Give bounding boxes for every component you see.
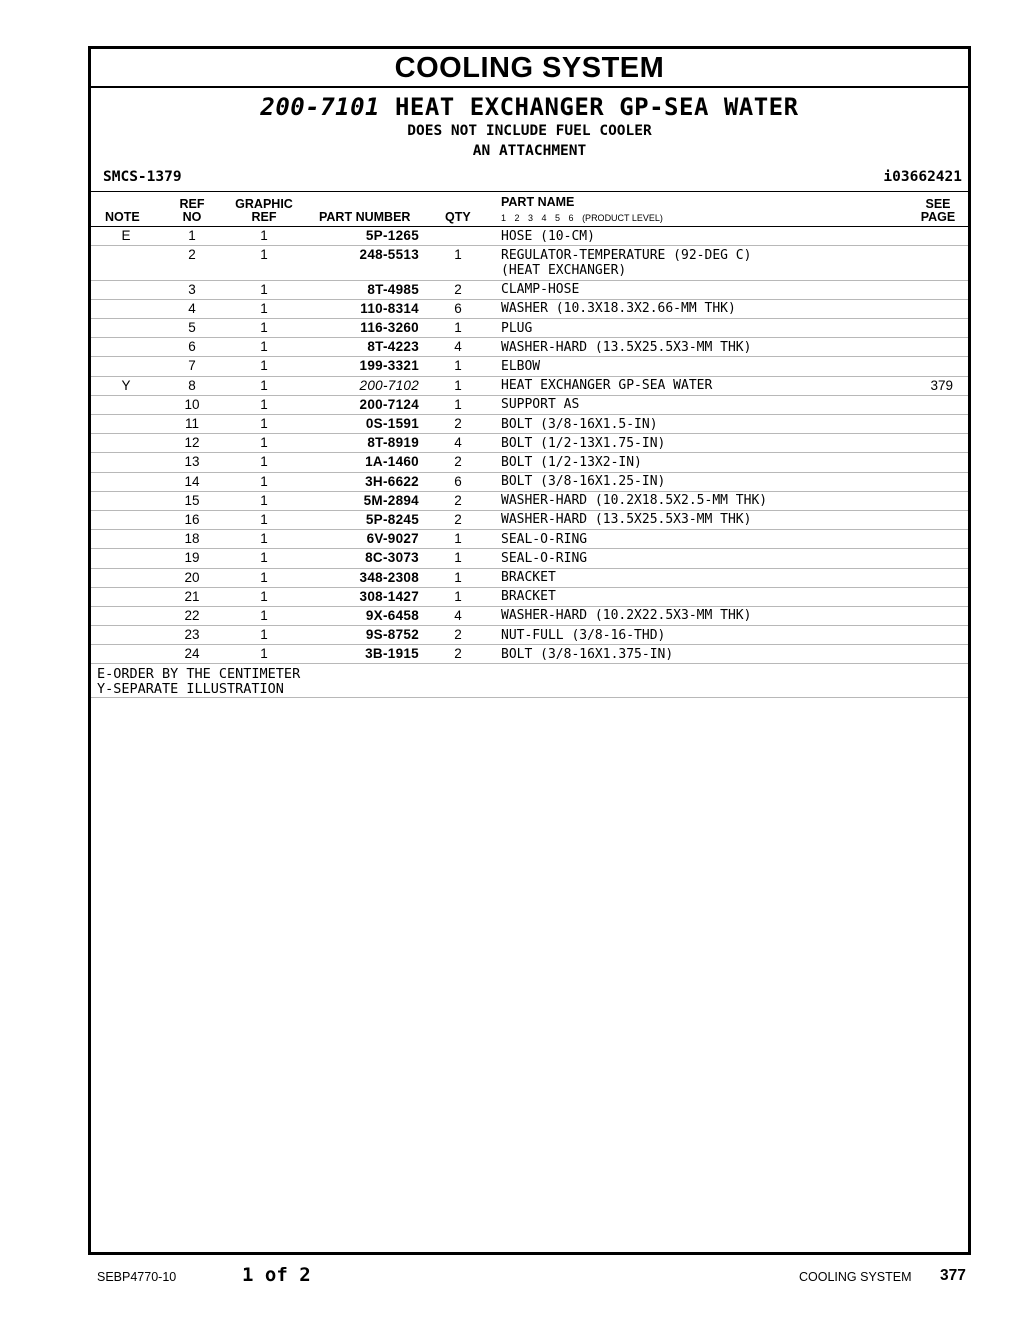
col-header-part-name: PART NAME <box>501 195 575 209</box>
group-title <box>91 93 968 121</box>
row-part-number: 5P-8245 <box>365 511 419 527</box>
footer-page-number: 377 <box>940 1267 966 1284</box>
row-part-name: WASHER-HARD (10.2X18.5X2.5-MM THK) <box>501 493 768 509</box>
row-part-number: 8T-4223 <box>367 339 419 355</box>
row-part-name: CLAMP-HOSE <box>501 282 580 298</box>
table-row <box>91 473 968 492</box>
footer-doc-number: SEBP4770-10 <box>97 1270 177 1284</box>
row-qty: 6 <box>454 300 462 316</box>
row-ref-no: 20 <box>184 569 200 585</box>
table-row <box>91 415 968 434</box>
row-part-number: 8T-8919 <box>367 435 419 451</box>
row-part-name: WASHER (10.3X18.3X2.66-MM THK) <box>501 301 736 317</box>
row-part-name: WASHER-HARD (10.2X22.5X3-MM THK) <box>501 608 752 624</box>
product-level-numbers: 1 2 3 4 5 6 <box>501 213 574 223</box>
row-qty: 2 <box>454 627 462 643</box>
row-graphic-ref: 1 <box>260 531 268 547</box>
row-qty: 1 <box>454 320 462 336</box>
row-part-name: SUPPORT AS <box>501 397 580 413</box>
row-part-name: BOLT (3/8-16X1.25-IN) <box>501 474 666 490</box>
row-part-number: 308-1427 <box>359 588 419 604</box>
row-part-name: BOLT (1/2-13X2-IN) <box>501 454 642 470</box>
row-ref-no: 5 <box>188 320 196 336</box>
row-qty: 1 <box>454 569 462 585</box>
row-graphic-ref: 1 <box>260 228 268 243</box>
row-ref-no: 23 <box>184 627 200 643</box>
row-graphic-ref: 1 <box>260 339 268 355</box>
row-part-number: 5P-1265 <box>365 228 419 243</box>
row-part-number: 348-2308 <box>359 569 419 585</box>
table-row <box>91 530 968 549</box>
table-row <box>91 357 968 376</box>
row-graphic-ref: 1 <box>260 569 268 585</box>
row-qty: 1 <box>454 247 462 263</box>
row-part-name: WASHER-HARD (13.5X25.5X3-MM THK) <box>501 339 752 355</box>
row-graphic-ref: 1 <box>260 473 268 489</box>
table-row <box>91 300 968 319</box>
row-part-number: 1A-1460 <box>365 454 419 470</box>
row-ref-no: 15 <box>184 492 200 508</box>
row-qty: 4 <box>454 607 462 623</box>
row-part-number: 200-7124 <box>359 396 419 412</box>
row-ref-no: 22 <box>184 607 200 623</box>
row-ref-no: 4 <box>188 300 196 316</box>
row-see-page: 379 <box>930 377 953 393</box>
col-header-ref <box>175 198 209 224</box>
row-qty: 1 <box>454 396 462 412</box>
row-ref-no: 21 <box>184 588 200 604</box>
table-row <box>91 377 968 396</box>
note-line: Y-SEPARATE ILLUSTRATION <box>97 681 284 698</box>
row-qty: 6 <box>454 473 462 489</box>
row-ref-no: 16 <box>184 511 200 527</box>
footer-page-of: 1 of 2 <box>242 1264 311 1286</box>
row-qty: 1 <box>454 377 462 393</box>
row-part-number: 9X-6458 <box>365 607 419 623</box>
group-subline: AN ATTACHMENT <box>472 143 587 159</box>
row-ref-no: 1 <box>188 228 196 243</box>
row-graphic-ref: 1 <box>260 300 268 316</box>
row-graphic-ref: 1 <box>260 396 268 412</box>
row-graphic-ref: 1 <box>260 646 268 662</box>
row-qty: 4 <box>454 339 462 355</box>
row-part-number: 3H-6622 <box>365 473 419 489</box>
parts-table <box>91 227 968 698</box>
row-graphic-ref: 1 <box>260 492 268 508</box>
table-row <box>91 246 968 281</box>
row-qty: 1 <box>454 550 462 566</box>
row-ref-no: 12 <box>184 435 200 451</box>
row-part-number: 3B-1915 <box>365 646 419 662</box>
row-qty: 2 <box>454 416 462 431</box>
row-part-name: SEAL-O-RING <box>501 531 588 547</box>
product-levels <box>501 213 663 223</box>
row-part-name: BRACKET <box>501 589 556 605</box>
col-header-note: NOTE <box>105 210 140 224</box>
table-row <box>91 281 968 300</box>
row-part-name: PLUG <box>501 320 533 336</box>
row-part-name: BRACKET <box>501 570 556 585</box>
table-row <box>91 588 968 607</box>
row-ref-no: 10 <box>184 396 200 412</box>
row-graphic-ref: 1 <box>260 247 268 263</box>
group-number: 200-7101 <box>260 93 380 121</box>
group-name: HEAT EXCHANGER GP-SEA WATER <box>394 93 799 121</box>
row-graphic-ref: 1 <box>260 511 268 527</box>
row-graphic-ref: 1 <box>260 588 268 604</box>
row-part-name: SEAL-O-RING <box>501 550 588 566</box>
row-qty: 1 <box>454 588 462 604</box>
row-part-number: 248-5513 <box>359 247 419 263</box>
col-header-graphic-ref <box>229 198 299 224</box>
row-part-name: WASHER-HARD (13.5X25.5X3-MM THK) <box>501 512 752 528</box>
row-part-number: 8T-4985 <box>367 281 419 297</box>
row-graphic-ref: 1 <box>260 320 268 336</box>
header-divider <box>91 191 968 192</box>
parts-page-frame <box>88 46 971 1255</box>
table-row <box>91 396 968 415</box>
row-graphic-ref: 1 <box>260 416 268 431</box>
row-ref-no: 14 <box>184 473 200 489</box>
col-header-see-bottom: PAGE <box>920 210 956 224</box>
table-row <box>91 645 968 664</box>
row-graphic-ref: 1 <box>260 550 268 566</box>
row-graphic-ref: 1 <box>260 435 268 451</box>
row-note: E <box>121 228 131 243</box>
row-graphic-ref: 1 <box>260 454 268 470</box>
row-part-number: 199-3321 <box>359 358 419 374</box>
row-ref-no: 18 <box>184 531 200 547</box>
col-header-part-number: PART NUMBER <box>319 210 411 224</box>
row-qty: 2 <box>454 454 462 470</box>
col-header-see-page <box>917 198 959 224</box>
row-part-number: 200-7102 <box>359 377 419 393</box>
row-qty: 2 <box>454 492 462 508</box>
row-part-number: 8C-3073 <box>365 550 419 566</box>
row-part-number: 6V-9027 <box>366 531 419 547</box>
col-header-see-top: SEE <box>925 197 951 211</box>
row-part-number: 116-3260 <box>360 320 419 336</box>
row-ref-no: 2 <box>188 247 196 263</box>
row-ref-no: 19 <box>184 550 200 566</box>
row-part-name: HEAT EXCHANGER GP-SEA WATER <box>501 378 713 394</box>
table-row <box>91 511 968 530</box>
row-ref-no: 6 <box>188 339 196 355</box>
row-ref-no: 13 <box>184 454 200 470</box>
row-part-name: HOSE (10-CM) <box>501 228 595 244</box>
row-part-name: BOLT (1/2-13X1.75-IN) <box>501 435 666 451</box>
section-title: COOLING SYSTEM <box>91 49 968 88</box>
row-graphic-ref: 1 <box>260 377 268 393</box>
row-ref-no: 24 <box>184 646 200 662</box>
footer-section: COOLING SYSTEM <box>799 1270 912 1284</box>
smcs-code: SMCS-1379 <box>103 169 182 185</box>
row-part-name: REGULATOR-TEMPERATURE (92-DEG C) (HEAT EXCHANGER) <box>501 247 752 279</box>
row-ref-no: 7 <box>188 358 196 374</box>
table-row <box>91 338 968 357</box>
product-level-label: (PRODUCT LEVEL) <box>582 213 663 223</box>
row-qty: 2 <box>454 511 462 527</box>
table-row <box>91 626 968 645</box>
note-line: E-ORDER BY THE CENTIMETER <box>97 666 301 683</box>
table-row <box>91 549 968 568</box>
row-ref-no: 8 <box>188 377 196 393</box>
row-part-number: 5M-2894 <box>363 492 419 508</box>
table-row <box>91 434 968 453</box>
row-part-name: NUT-FULL (3/8-16-THD) <box>501 627 666 643</box>
row-part-name: BOLT (3/8-16X1.5-IN) <box>501 416 658 432</box>
illustration-id: i03662421 <box>883 169 962 185</box>
row-graphic-ref: 1 <box>260 607 268 623</box>
col-header-graphic-top: GRAPHIC <box>235 197 293 211</box>
table-row <box>91 569 968 588</box>
row-graphic-ref: 1 <box>260 627 268 643</box>
row-ref-no: 11 <box>184 416 199 431</box>
table-row <box>91 607 968 626</box>
group-subline: DOES NOT INCLUDE FUEL COOLER <box>407 123 652 139</box>
table-row <box>91 492 968 511</box>
row-graphic-ref: 1 <box>260 281 268 297</box>
row-qty: 4 <box>454 435 462 451</box>
table-row <box>91 227 968 246</box>
row-qty: 1 <box>454 531 462 547</box>
row-qty: 2 <box>454 646 462 662</box>
row-part-number: 9S-8752 <box>365 627 419 643</box>
col-header-ref-bottom: NO <box>182 210 202 224</box>
row-graphic-ref: 1 <box>260 358 268 374</box>
row-part-number: 110-8314 <box>360 300 419 316</box>
col-header-graphic-bottom: REF <box>251 210 277 224</box>
row-part-number: 0S-1591 <box>365 416 419 431</box>
col-header-qty: QTY <box>445 210 471 224</box>
table-row <box>91 319 968 338</box>
row-qty: 1 <box>454 358 462 374</box>
table-row <box>91 453 968 472</box>
row-part-name: BOLT (3/8-16X1.375-IN) <box>501 646 674 662</box>
row-ref-no: 3 <box>188 281 196 297</box>
row-note: Y <box>121 377 131 393</box>
col-header-ref-top: REF <box>179 197 205 211</box>
row-qty: 2 <box>454 281 462 297</box>
row-part-name: ELBOW <box>501 358 541 374</box>
notes-block <box>91 664 968 698</box>
